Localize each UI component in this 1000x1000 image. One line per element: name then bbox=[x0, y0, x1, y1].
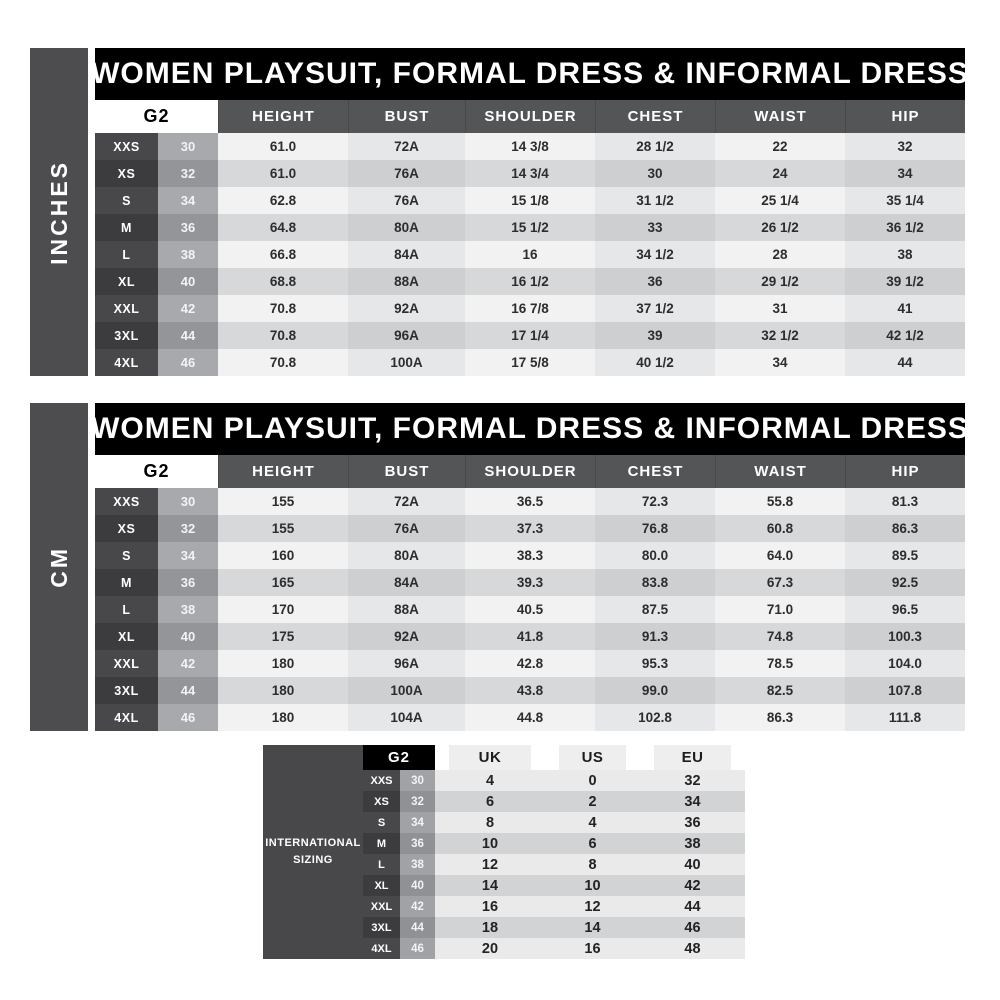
column-header: UK bbox=[435, 745, 545, 770]
value-cell: 33 bbox=[595, 214, 715, 241]
value-cell: 71.0 bbox=[715, 596, 845, 623]
value-cell: 34 bbox=[845, 160, 965, 187]
band-size-cell: 46 bbox=[400, 938, 435, 959]
value-cell: 165 bbox=[218, 569, 348, 596]
size-cell: L bbox=[95, 596, 158, 623]
value-cell: 39 bbox=[595, 322, 715, 349]
size-cell: XL bbox=[95, 268, 158, 295]
unit-sidebar-inches bbox=[30, 48, 88, 376]
value-cell: 160 bbox=[218, 542, 348, 569]
value-cell: 76A bbox=[348, 187, 465, 214]
value-cell: 88A bbox=[348, 596, 465, 623]
column-header: BUST bbox=[348, 100, 465, 133]
size-cell: XL bbox=[363, 875, 400, 896]
size-grid bbox=[95, 100, 965, 376]
value-cell: 55.8 bbox=[715, 488, 845, 515]
size-cell: XXS bbox=[95, 133, 158, 160]
value-cell: 10 bbox=[545, 875, 640, 896]
band-size-cell: 34 bbox=[158, 187, 218, 214]
band-size-cell: 42 bbox=[400, 896, 435, 917]
value-cell: 16 1/2 bbox=[465, 268, 595, 295]
value-cell: 29 1/2 bbox=[715, 268, 845, 295]
size-cell: XXS bbox=[363, 770, 400, 791]
value-cell: 41 bbox=[845, 295, 965, 322]
value-cell: 14 3/8 bbox=[465, 133, 595, 160]
value-cell: 180 bbox=[218, 650, 348, 677]
table-body bbox=[91, 403, 969, 731]
unit-label: CM bbox=[45, 546, 72, 588]
size-cell: 3XL bbox=[95, 322, 158, 349]
value-cell: 36 bbox=[595, 268, 715, 295]
band-size-cell: 30 bbox=[400, 770, 435, 791]
value-cell: 8 bbox=[545, 854, 640, 875]
value-cell: 40 bbox=[640, 854, 745, 875]
value-cell: 92A bbox=[348, 295, 465, 322]
value-cell: 4 bbox=[545, 812, 640, 833]
value-cell: 61.0 bbox=[218, 160, 348, 187]
band-size-cell: 32 bbox=[158, 160, 218, 187]
size-cell: L bbox=[363, 854, 400, 875]
column-header: SHOULDER bbox=[465, 100, 595, 133]
column-header: HEIGHT bbox=[218, 100, 348, 133]
value-cell: 100A bbox=[348, 677, 465, 704]
value-cell: 15 1/8 bbox=[465, 187, 595, 214]
value-cell: 78.5 bbox=[715, 650, 845, 677]
column-header: HIP bbox=[845, 100, 965, 133]
value-cell: 16 bbox=[435, 896, 545, 917]
band-size-cell: 42 bbox=[158, 650, 218, 677]
column-header: WAIST bbox=[715, 455, 845, 488]
size-cell: M bbox=[95, 569, 158, 596]
value-cell: 155 bbox=[218, 515, 348, 542]
size-cell: S bbox=[363, 812, 400, 833]
size-cell: 3XL bbox=[363, 917, 400, 938]
size-cell: M bbox=[363, 833, 400, 854]
value-cell: 61.0 bbox=[218, 133, 348, 160]
size-cell: XXL bbox=[363, 896, 400, 917]
value-cell: 96A bbox=[348, 650, 465, 677]
size-table-cm bbox=[30, 403, 969, 731]
size-cell: S bbox=[95, 187, 158, 214]
label-line: SIZING bbox=[293, 854, 333, 866]
size-cell: XS bbox=[95, 515, 158, 542]
international-grid bbox=[363, 745, 745, 959]
value-cell: 80.0 bbox=[595, 542, 715, 569]
value-cell: 24 bbox=[715, 160, 845, 187]
value-cell: 25 1/4 bbox=[715, 187, 845, 214]
value-cell: 74.8 bbox=[715, 623, 845, 650]
value-cell: 81.3 bbox=[845, 488, 965, 515]
band-size-cell: 38 bbox=[158, 596, 218, 623]
value-cell: 84A bbox=[348, 569, 465, 596]
value-cell: 76.8 bbox=[595, 515, 715, 542]
size-cell: XXL bbox=[95, 650, 158, 677]
value-cell: 40.5 bbox=[465, 596, 595, 623]
band-size-cell: 40 bbox=[400, 875, 435, 896]
value-cell: 43.8 bbox=[465, 677, 595, 704]
value-cell: 16 bbox=[465, 241, 595, 268]
band-size-cell: 36 bbox=[158, 569, 218, 596]
size-cell: XXS bbox=[95, 488, 158, 515]
value-cell: 100.3 bbox=[845, 623, 965, 650]
value-cell: 0 bbox=[545, 770, 640, 791]
band-size-cell: 32 bbox=[158, 515, 218, 542]
value-cell: 64.8 bbox=[218, 214, 348, 241]
band-size-cell: 44 bbox=[400, 917, 435, 938]
band-size-cell: 46 bbox=[158, 704, 218, 731]
size-cell: 3XL bbox=[95, 677, 158, 704]
value-cell: 37.3 bbox=[465, 515, 595, 542]
value-cell: 111.8 bbox=[845, 704, 965, 731]
band-size-cell: 30 bbox=[158, 133, 218, 160]
value-cell: 44 bbox=[845, 349, 965, 376]
value-cell: 107.8 bbox=[845, 677, 965, 704]
value-cell: 95.3 bbox=[595, 650, 715, 677]
value-cell: 8 bbox=[435, 812, 545, 833]
international-size-table bbox=[263, 745, 745, 959]
value-cell: 18 bbox=[435, 917, 545, 938]
band-size-cell: 36 bbox=[158, 214, 218, 241]
value-cell: 170 bbox=[218, 596, 348, 623]
value-cell: 104.0 bbox=[845, 650, 965, 677]
column-header: CHEST bbox=[595, 455, 715, 488]
value-cell: 72A bbox=[348, 488, 465, 515]
value-cell: 28 1/2 bbox=[595, 133, 715, 160]
value-cell: 38 bbox=[845, 241, 965, 268]
value-cell: 84A bbox=[348, 241, 465, 268]
size-cell: L bbox=[95, 241, 158, 268]
size-cell: XS bbox=[95, 160, 158, 187]
value-cell: 92.5 bbox=[845, 569, 965, 596]
value-cell: 72A bbox=[348, 133, 465, 160]
band-size-cell: 38 bbox=[158, 241, 218, 268]
value-cell: 76A bbox=[348, 160, 465, 187]
value-cell: 6 bbox=[545, 833, 640, 854]
column-header: HIP bbox=[845, 455, 965, 488]
value-cell: 96A bbox=[348, 322, 465, 349]
group-header-g2: G2 bbox=[95, 100, 218, 133]
value-cell: 34 bbox=[640, 791, 745, 812]
band-size-cell: 38 bbox=[400, 854, 435, 875]
band-size-cell: 44 bbox=[158, 322, 218, 349]
table-body bbox=[91, 48, 969, 376]
value-cell: 72.3 bbox=[595, 488, 715, 515]
value-cell: 31 bbox=[715, 295, 845, 322]
value-cell: 36.5 bbox=[465, 488, 595, 515]
value-cell: 83.8 bbox=[595, 569, 715, 596]
value-cell: 34 bbox=[715, 349, 845, 376]
value-cell: 32 1/2 bbox=[715, 322, 845, 349]
value-cell: 2 bbox=[545, 791, 640, 812]
value-cell: 26 1/2 bbox=[715, 214, 845, 241]
value-cell: 35 1/4 bbox=[845, 187, 965, 214]
value-cell: 92A bbox=[348, 623, 465, 650]
value-cell: 39.3 bbox=[465, 569, 595, 596]
value-cell: 80A bbox=[348, 542, 465, 569]
value-cell: 38.3 bbox=[465, 542, 595, 569]
value-cell: 32 bbox=[640, 770, 745, 791]
value-cell: 10 bbox=[435, 833, 545, 854]
band-size-cell: 34 bbox=[158, 542, 218, 569]
value-cell: 32 bbox=[845, 133, 965, 160]
size-cell: 4XL bbox=[95, 704, 158, 731]
column-header: US bbox=[545, 745, 640, 770]
value-cell: 17 5/8 bbox=[465, 349, 595, 376]
value-cell: 44.8 bbox=[465, 704, 595, 731]
band-size-cell: 32 bbox=[400, 791, 435, 812]
column-header: HEIGHT bbox=[218, 455, 348, 488]
size-table-inches bbox=[30, 48, 969, 376]
value-cell: 42.8 bbox=[465, 650, 595, 677]
value-cell: 17 1/4 bbox=[465, 322, 595, 349]
value-cell: 4 bbox=[435, 770, 545, 791]
column-header: CHEST bbox=[595, 100, 715, 133]
label-line: INTERNATIONAL bbox=[265, 836, 361, 849]
band-size-cell: 42 bbox=[158, 295, 218, 322]
size-cell: XL bbox=[95, 623, 158, 650]
value-cell: 14 bbox=[545, 917, 640, 938]
group-header-g2: G2 bbox=[363, 745, 435, 770]
value-cell: 36 bbox=[640, 812, 745, 833]
band-size-cell: 34 bbox=[400, 812, 435, 833]
size-cell: 4XL bbox=[95, 349, 158, 376]
band-size-cell: 36 bbox=[400, 833, 435, 854]
value-cell: 68.8 bbox=[218, 268, 348, 295]
value-cell: 14 bbox=[435, 875, 545, 896]
value-cell: 88A bbox=[348, 268, 465, 295]
value-cell: 42 bbox=[640, 875, 745, 896]
band-size-cell: 40 bbox=[158, 623, 218, 650]
unit-sidebar-cm bbox=[30, 403, 88, 731]
value-cell: 16 7/8 bbox=[465, 295, 595, 322]
value-cell: 38 bbox=[640, 833, 745, 854]
group-header-g2: G2 bbox=[95, 455, 218, 488]
value-cell: 62.8 bbox=[218, 187, 348, 214]
value-cell: 60.8 bbox=[715, 515, 845, 542]
table-title: WOMEN PLAYSUIT, FORMAL DRESS & INFORMAL DRESS bbox=[95, 48, 965, 100]
value-cell: 67.3 bbox=[715, 569, 845, 596]
size-cell: S bbox=[95, 542, 158, 569]
size-cell: 4XL bbox=[363, 938, 400, 959]
value-cell: 89.5 bbox=[845, 542, 965, 569]
value-cell: 64.0 bbox=[715, 542, 845, 569]
value-cell: 31 1/2 bbox=[595, 187, 715, 214]
value-cell: 42 1/2 bbox=[845, 322, 965, 349]
value-cell: 14 3/4 bbox=[465, 160, 595, 187]
size-cell: M bbox=[95, 214, 158, 241]
band-size-cell: 44 bbox=[158, 677, 218, 704]
band-size-cell: 40 bbox=[158, 268, 218, 295]
value-cell: 37 1/2 bbox=[595, 295, 715, 322]
unit-label: INCHES bbox=[45, 159, 72, 265]
value-cell: 70.8 bbox=[218, 349, 348, 376]
size-cell: XS bbox=[363, 791, 400, 812]
size-grid bbox=[95, 455, 965, 731]
band-size-cell: 30 bbox=[158, 488, 218, 515]
column-header: SHOULDER bbox=[465, 455, 595, 488]
value-cell: 22 bbox=[715, 133, 845, 160]
value-cell: 180 bbox=[218, 704, 348, 731]
value-cell: 86.3 bbox=[715, 704, 845, 731]
value-cell: 15 1/2 bbox=[465, 214, 595, 241]
value-cell: 36 1/2 bbox=[845, 214, 965, 241]
value-cell: 46 bbox=[640, 917, 745, 938]
value-cell: 30 bbox=[595, 160, 715, 187]
value-cell: 180 bbox=[218, 677, 348, 704]
value-cell: 39 1/2 bbox=[845, 268, 965, 295]
value-cell: 100A bbox=[348, 349, 465, 376]
value-cell: 6 bbox=[435, 791, 545, 812]
value-cell: 155 bbox=[218, 488, 348, 515]
value-cell: 80A bbox=[348, 214, 465, 241]
value-cell: 34 1/2 bbox=[595, 241, 715, 268]
value-cell: 96.5 bbox=[845, 596, 965, 623]
value-cell: 16 bbox=[545, 938, 640, 959]
column-header: EU bbox=[640, 745, 745, 770]
value-cell: 28 bbox=[715, 241, 845, 268]
value-cell: 82.5 bbox=[715, 677, 845, 704]
value-cell: 66.8 bbox=[218, 241, 348, 268]
value-cell: 12 bbox=[545, 896, 640, 917]
table-title: WOMEN PLAYSUIT, FORMAL DRESS & INFORMAL DRESS bbox=[95, 403, 965, 455]
value-cell: 70.8 bbox=[218, 295, 348, 322]
value-cell: 12 bbox=[435, 854, 545, 875]
value-cell: 20 bbox=[435, 938, 545, 959]
value-cell: 175 bbox=[218, 623, 348, 650]
value-cell: 44 bbox=[640, 896, 745, 917]
international-sizing-label bbox=[263, 745, 363, 959]
value-cell: 40 1/2 bbox=[595, 349, 715, 376]
value-cell: 48 bbox=[640, 938, 745, 959]
value-cell: 70.8 bbox=[218, 322, 348, 349]
value-cell: 91.3 bbox=[595, 623, 715, 650]
column-header: WAIST bbox=[715, 100, 845, 133]
value-cell: 41.8 bbox=[465, 623, 595, 650]
value-cell: 76A bbox=[348, 515, 465, 542]
value-cell: 99.0 bbox=[595, 677, 715, 704]
band-size-cell: 46 bbox=[158, 349, 218, 376]
value-cell: 86.3 bbox=[845, 515, 965, 542]
column-header: BUST bbox=[348, 455, 465, 488]
value-cell: 104A bbox=[348, 704, 465, 731]
value-cell: 87.5 bbox=[595, 596, 715, 623]
size-cell: XXL bbox=[95, 295, 158, 322]
value-cell: 102.8 bbox=[595, 704, 715, 731]
